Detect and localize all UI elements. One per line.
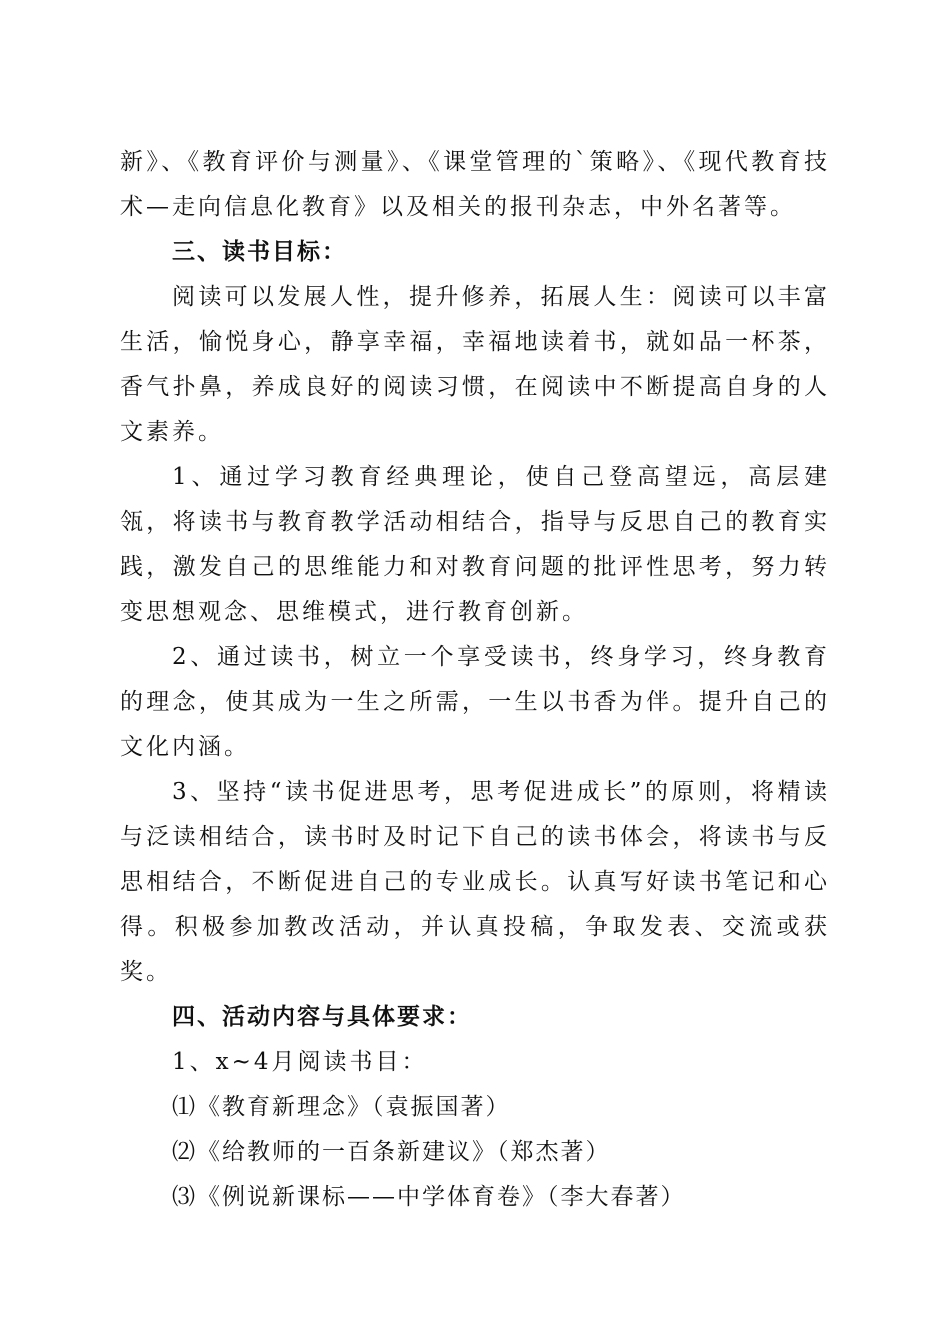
paragraph-reading-list-intro: 1、x~4月阅读书目： [172, 1049, 428, 1075]
document-body [120, 140, 830, 1220]
book-item-2: ⑵《给教师的一百条新建议》（郑杰著） [172, 1139, 611, 1165]
section-heading-activity-content: 四、活动内容与具体要求： [172, 1004, 472, 1030]
paragraph-goal-1: 1、通过学习教育经典理论，使自己登高望远，高层建瓴，将读书与教育教学活动相结合，指导与反思自己的教育实践，激发自己的思维能力和对教育问题的批评性思考，努力转变思想观念、思维模式，进行教育创新。 [120, 464, 830, 625]
paragraph-goal-2: 2、通过读书，树立一个享受读书，终身学习，终身教育的理念，使其成为一生之所需，一生以书香为伴。提升自己的文化内涵。 [120, 644, 830, 760]
book-item-1: ⑴《教育新理念》（袁振国著） [172, 1094, 511, 1120]
paragraph-book-list-continued: 新》、《教育评价与测量》、《课堂管理的`策略》、《现代教育技术—走向信息化教育》以及相关的报刊杂志，中外名著等。 [120, 149, 830, 220]
book-item-3: ⑶《例说新课标——中学体育卷》（李大春著） [172, 1184, 686, 1210]
paragraph-goal-3: 3、坚持“读书促进思考，思考促进成长”的原则，将精读与泛读相结合，读书时及时记下自己的读书体会，将读书与反思相结合，不断促进自己的专业成长。认真写好读书笔记和心得。积极参加教改活动，并认真投稿，争取发表、交流或获奖。 [120, 779, 830, 985]
paragraph-reading-benefits: 阅读可以发展人性，提升修养，拓展人生：阅读可以丰富生活，愉悦身心，静享幸福，幸福地读着书，就如品一杯茶，香气扑鼻，养成良好的阅读习惯，在阅读中不断提高自身的人文素养。 [120, 284, 830, 445]
section-heading-reading-goals: 三、读书目标： [172, 239, 347, 265]
